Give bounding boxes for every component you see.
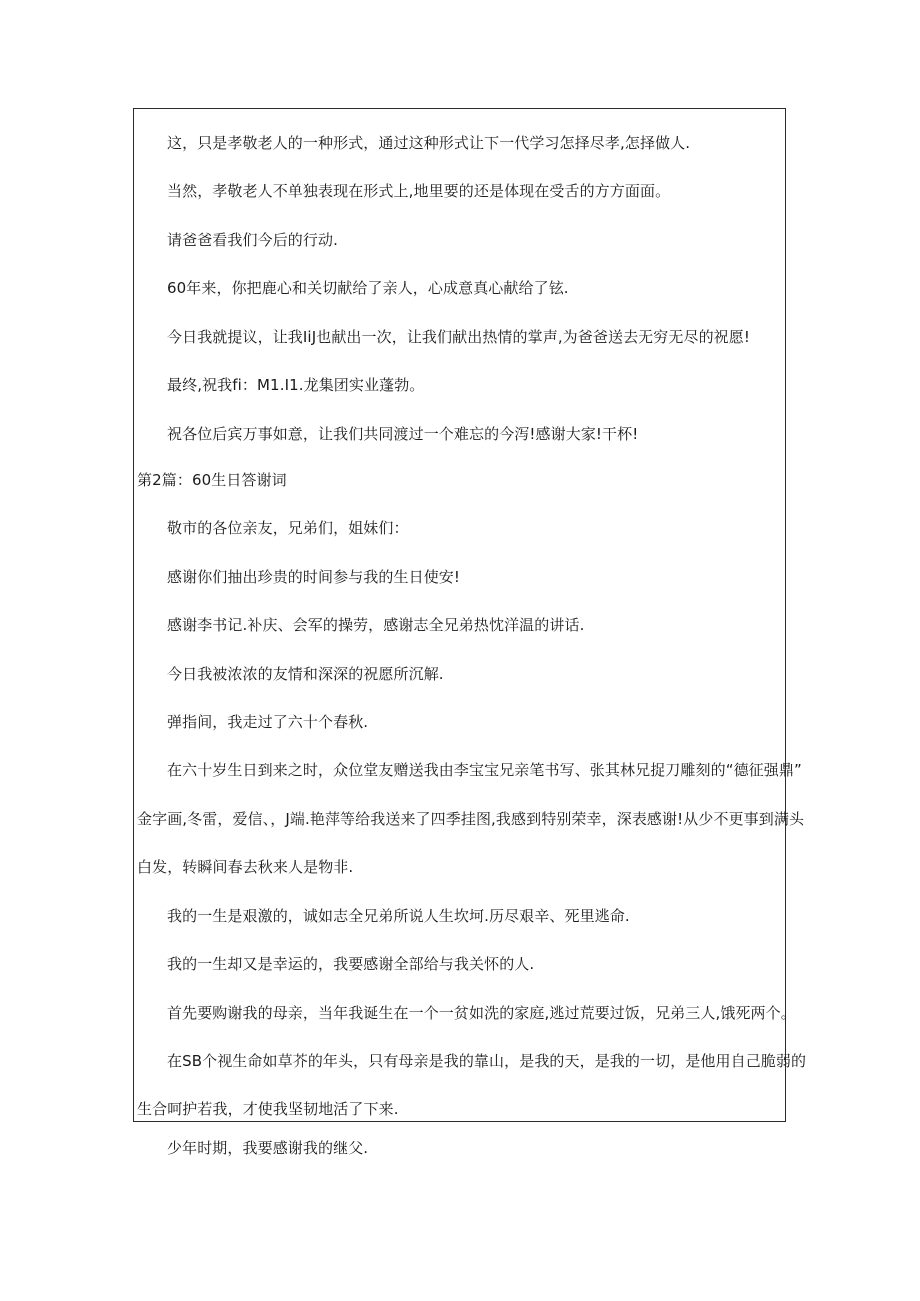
paragraph-thanks-secretary: 感谢李书记.补庆、会军的操劳，感谢志全兄弟热忱洋温的讲话. bbox=[167, 616, 585, 634]
section-heading: 第2篇：60生日答谢词 bbox=[137, 471, 287, 489]
paragraph-mother-support-line1: 在SB个视生命如草芥的年头，只有母亲是我的靠山，是我的天，是我的一切，是他用自己脆弱的 bbox=[167, 1052, 807, 1070]
paragraph-sixty-years: 60年来，你把鹿心和关切献给了亲人，心成意真心献给了铉. bbox=[167, 279, 569, 297]
paragraph-mother-support-line2: 生合呵护若我，才使我坚韧地活了下来. bbox=[137, 1100, 399, 1118]
paragraph-stepfather: 少年时期，我要感谢我的继父. bbox=[167, 1139, 369, 1157]
paragraph-hardship: 我的一生是艰激的，诚如志全兄弟所说人生坎坷.历尽艰辛、死里逃命. bbox=[167, 907, 630, 925]
paragraph-group-wish: 最终,祝我fi：M1.I1.龙集团实业蓬勃。 bbox=[167, 376, 425, 394]
paragraph-greeting: 敬市的各位亲友，兄弟们，姐妹们： bbox=[167, 519, 409, 537]
paragraph-gifts-line1: 在六十岁生日到来之时，众位堂友赠送我由李宝宝兄亲笔书写、张其林兄捉刀雕刻的“德征强鼎” bbox=[167, 761, 802, 779]
paragraph-moved: 今日我被浓浓的友情和深深的祝愿所沉解. bbox=[167, 665, 444, 683]
paragraph-thanks-time: 感谢你们抽出珍贵的时间参与我的生日使安! bbox=[167, 568, 461, 586]
paragraph-gifts-line2: 金字画,冬雷，爱信、，J端.艳萍等给我送来了四季挂图,我感到特别荣幸，深表感谢!从少不更事到满头 bbox=[137, 810, 805, 828]
paragraph-sixty-springs: 弹指间，我走过了六十个春秋. bbox=[167, 713, 369, 731]
paragraph-filial-form: 这，只是孝敬老人的一种形式，通过这种形式让下一代学习怎择尽孝,怎择做人. bbox=[167, 134, 691, 152]
paragraph-gifts-line3: 白发，转瞬间春去秋来人是物非. bbox=[137, 858, 354, 876]
paragraph-filial-aspects: 当然，孝敬老人不单独表现在形式上,地里要的还是体现在受舌的方方面面。 bbox=[167, 182, 671, 200]
paragraph-mother: 首先要购谢我的母亲，当年我诞生在一个一贫如洗的家庭,逃过荒要过饭，兄弟三人,饿死两个。 bbox=[167, 1004, 796, 1022]
paragraph-toast: 祝各位后宾万事如意，让我们共同渡过一个难忘的今泻!感谢大家!干杯! bbox=[167, 425, 639, 443]
paragraph-fortunate: 我的一生却又是幸运的，我要感谢全部给与我关怀的人. bbox=[167, 955, 535, 973]
paragraph-proposal: 今日我就提议，让我IiJ也献出一次，让我们献出热情的掌声,为爸爸送去无穷无尽的祝愿! bbox=[167, 328, 750, 346]
paragraph-watch-actions: 请爸爸看我们今后的行动. bbox=[167, 231, 338, 249]
